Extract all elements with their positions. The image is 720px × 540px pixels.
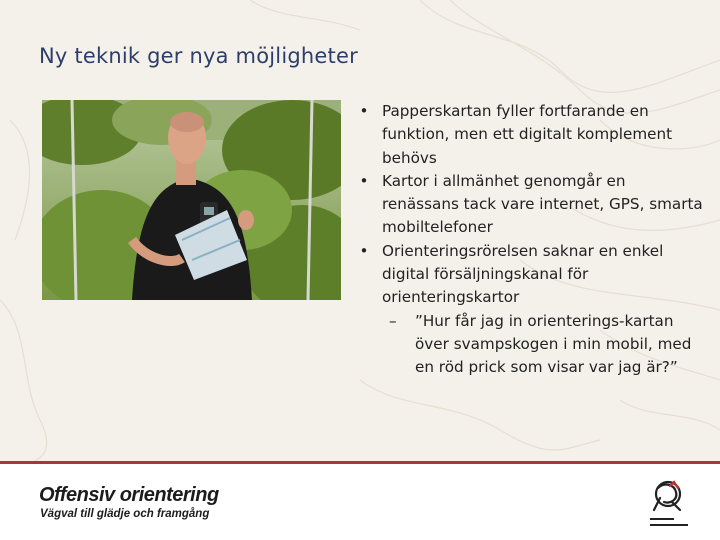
bullet-marker: • <box>359 241 369 260</box>
sub-bullet-text: ”Hur får jag in orienterings-kartan över svampskogen i min mobil, med en röd prick som visar var jag är?” <box>415 311 692 377</box>
bullet-marker: • <box>359 171 369 190</box>
sub-bullet-marker: – <box>389 311 397 330</box>
bullet-text: Orienteringsrörelsen saknar en enkel digital försäljningskanal för orienteringskartor <box>382 241 664 307</box>
bullet-item <box>355 240 705 310</box>
photo-man-with-map-and-gps <box>42 100 341 300</box>
footer-brand: Offensiv orientering <box>39 484 219 506</box>
bullet-list <box>355 100 705 380</box>
sub-bullet-item <box>355 310 705 380</box>
bullet-marker: • <box>359 102 369 120</box>
bullet-text: Kartor i allmänhet genomgår en renässans tack vare internet, GPS, smarta mobiltelefoner <box>382 171 703 237</box>
slide-title: Ny teknik ger nya möjligheter <box>39 44 358 68</box>
bullet-item <box>355 100 705 170</box>
bullet-item <box>355 170 705 240</box>
bullet-text: Papperskartan fyller fortfarande en funktion, men ett digitalt komplement behövs <box>382 102 673 167</box>
footer-tagline: Vägval till glädje och framgång <box>40 508 210 520</box>
orienteering-federation-logo-icon <box>640 476 696 532</box>
